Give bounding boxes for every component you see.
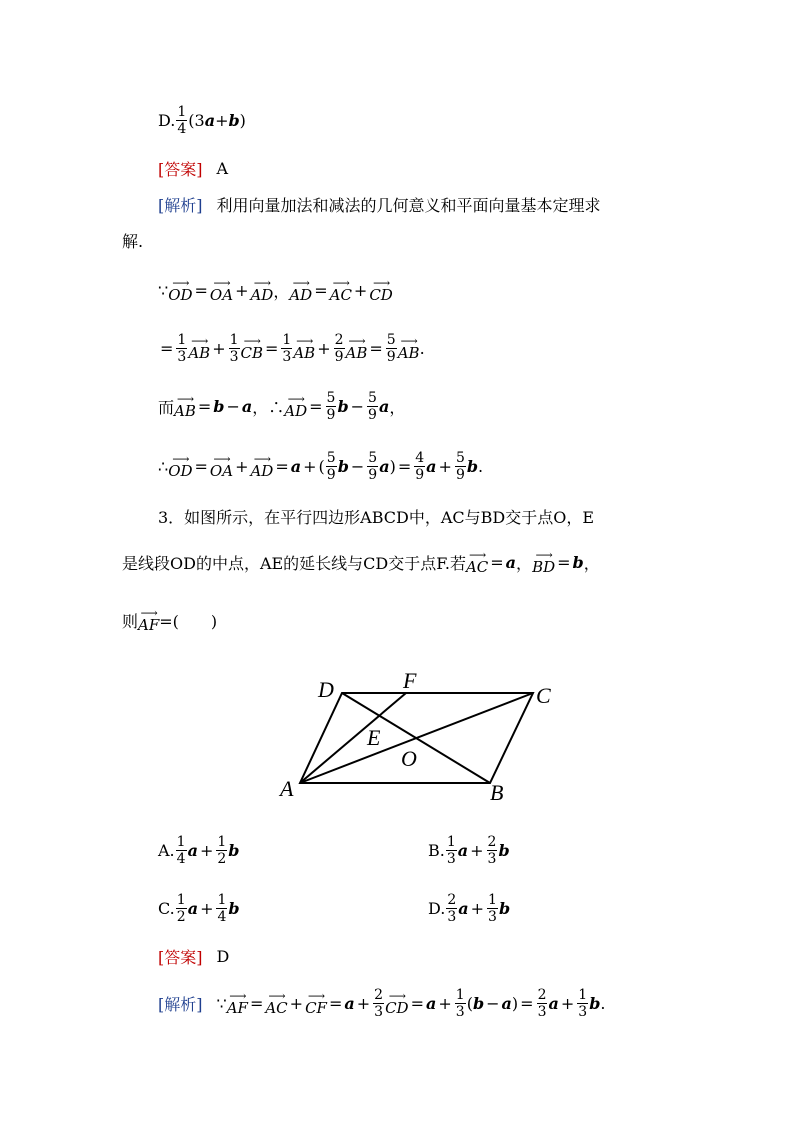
question-3-line-2: 是线段OD的中点，AE的延长线与CD交于点F.若 ⟶ AC = a ， ⟶ BD = b ， bbox=[122, 548, 600, 576]
answer-label: [答案] bbox=[158, 947, 203, 967]
analysis-text-cont: 解. bbox=[122, 231, 144, 251]
label-c: C bbox=[536, 683, 551, 708]
analysis-label: [解析] bbox=[158, 195, 203, 215]
option-letter: D. bbox=[158, 110, 176, 130]
label-o: O bbox=[401, 746, 417, 771]
answer-value: D bbox=[216, 946, 230, 966]
label-e: E bbox=[367, 725, 381, 750]
label-f: F bbox=[403, 668, 417, 693]
option-a[interactable]: A. $\frac{1}{4}$ a + $\frac{1}{2}$ b bbox=[158, 833, 240, 867]
answer-label: [答案] bbox=[158, 159, 203, 179]
option-c[interactable]: C. $\frac{1}{2}$ a + $\frac{1}{4}$ b bbox=[158, 891, 240, 925]
derivation-line-2: = $\frac{1}{3}$ ⟶ AB + $\frac{1}{3}$ ⟶ CB = $\frac{1}{3}$ ⟶ AB + $\frac{2}{9}$ ⟶ AB = $\frac{5}{9}$ ⟶ AB . bbox=[160, 331, 425, 365]
segment-af bbox=[300, 693, 406, 783]
derivation-line-1: ∵ ⟶ OD = ⟶ OA + ⟶ AD ， ⟶ AD = ⟶ AC + ⟶ CD bbox=[158, 276, 393, 304]
parallelogram-figure bbox=[270, 665, 570, 810]
label-a: A bbox=[280, 776, 294, 801]
analysis-text: 利用向量加法和减法的几何意义和平面向量基本定理求 bbox=[216, 195, 601, 215]
question-3-line-3: 则 ⟶ AF =( ) bbox=[122, 606, 218, 634]
derivation-line-4: ∴ ⟶ OD = ⟶ OA + ⟶ AD = a + ( $\frac{5}{9}$ b − $\frac{5}{9}$ a ) = $\frac{4}{9}$ a + $\frac{5}{9}$ b . bbox=[158, 449, 484, 483]
label-d: D bbox=[318, 677, 334, 702]
derivation-line-3: 而 ⟶ AB = b − a ，∴ ⟶ AD = $\frac{5}{9}$ b − $\frac{5}{9}$ a ， bbox=[158, 389, 406, 423]
label-b: B bbox=[490, 780, 504, 805]
question-3-line-1: 3．如图所示，在平行四边形ABCD中，AC与BD交于点O，E bbox=[158, 507, 595, 527]
prev-analysis bbox=[158, 176, 601, 232]
analysis-label: [解析] bbox=[158, 994, 203, 1014]
option-b[interactable]: B. $\frac{1}{3}$ a + $\frac{2}{3}$ b bbox=[428, 833, 510, 867]
prev-option-d: D. $\frac{1}{4}$ (3a+b) bbox=[158, 103, 246, 137]
option-d[interactable]: D. $\frac{2}{3}$ a + $\frac{1}{3}$ b bbox=[428, 891, 511, 925]
fraction: $\frac{1}{4}$ bbox=[177, 103, 187, 137]
q3-analysis: [解析] ∵ ⟶ AF = ⟶ AC + ⟶ CF = a + $\frac{2}{3}$ ⟶ CD = a + $\frac{1}{3}$ ( b − a ) = $\frac{2}{3}$ a + $\frac{1}{3}$ b . bbox=[158, 986, 606, 1020]
answer-value: A bbox=[216, 158, 229, 178]
